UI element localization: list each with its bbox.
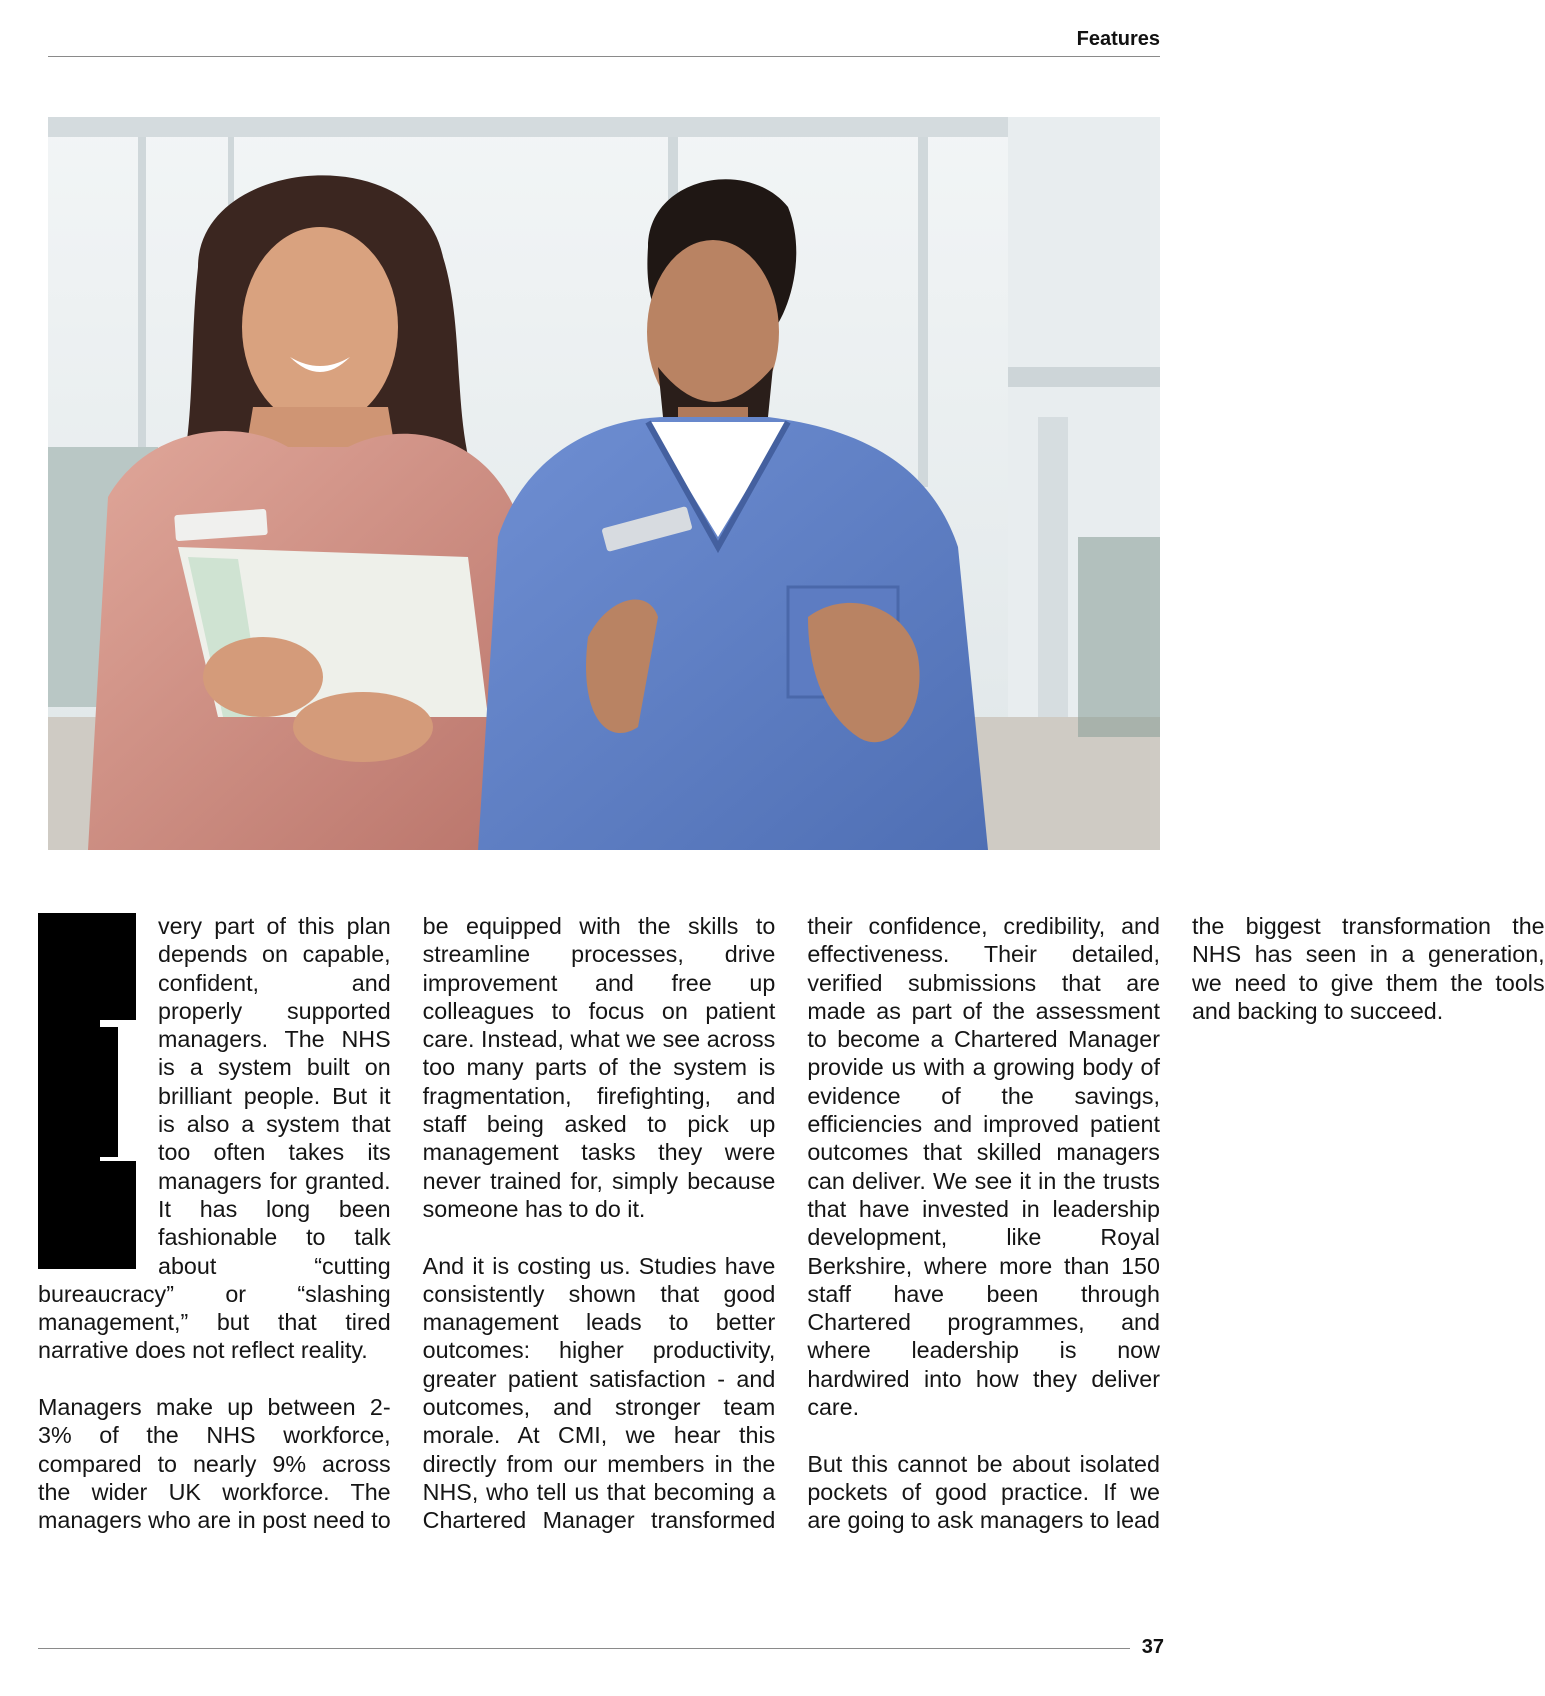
feature-photo [48,117,1160,850]
paragraph: Managers make up between 2-3% of the NHS workforce, compared to nearly 9% across the wider UK workforce. The managers who are in post need to be equipped with the skills to streamline processes, drive improvement and free up colleagues to focus on patient care. Instead, what we see across too many parts of the system is fragmentation, firefighting, and staff being asked to pick up management tasks they were never trained for, simply because someone has to do it. [38,913,776,1534]
header-divider [48,56,1160,57]
drop-cap [38,913,138,1269]
paragraph: very part of this plan depends on capable, confident, and properly supported managers. The NHS is a system built on brilliant people. But it is also a system that too often takes its managers for granted. It has long been fashionable to talk about “cutting bureaucracy” or “slashing management,” but that tired narrative does not reflect reality. [38,913,391,1364]
paragraph: But this cannot be about isolated pockets of good practice. If we are going to ask managers to lead the biggest transformation the NHS has seen in a generation, we need to give them the tools and backing to succeed. [807,913,1545,1534]
page-number: 37 [1141,1636,1164,1658]
article-body [38,912,1545,1562]
footer-divider [38,1648,1130,1649]
section-label: Features [1076,28,1160,50]
paragraph: And it is costing us. Studies have consistently shown that good management leads to better outcomes: higher productivity, greater patient satisfaction - and outcomes, and stronger team morale. At CMI, we hear this directly from our members in the NHS, who tell us that becoming a Chartered Manager transformed their confidence, credibility, and effectiveness. Their detailed, verified submissions that are made as part of the assessment to become a Chartered Manager provide us with a growing body of evidence of the savings, efficiencies and improved patient outcomes that skilled managers can deliver. We see it in the trusts that have invested in leadership development, like Royal Berkshire, where more than 150 staff have been through Chartered programmes, and where leadership is now hardwired into how they deliver care. [422,913,1160,1534]
